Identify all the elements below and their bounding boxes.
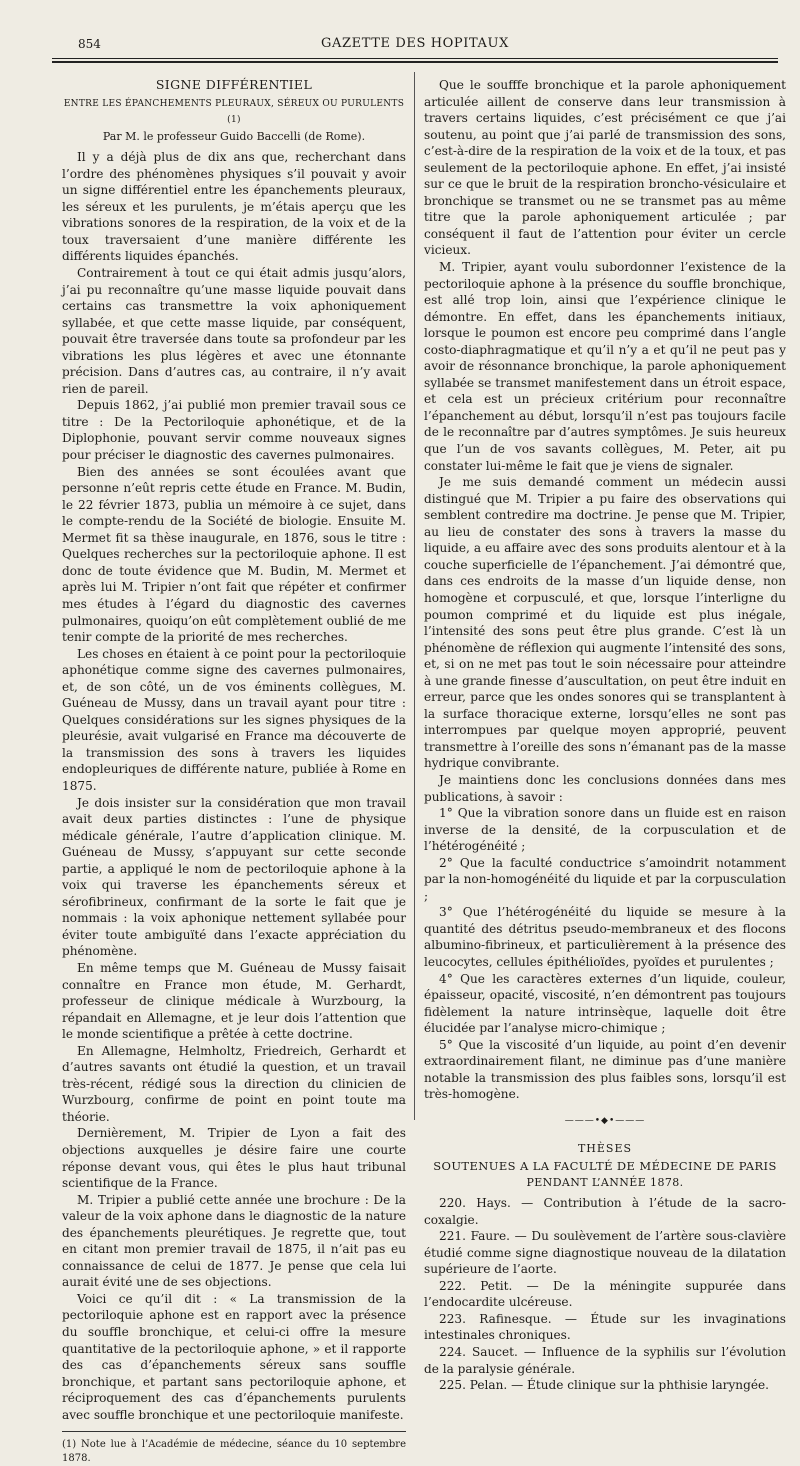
paragraph: 4° Que les caractères externes d’un liquide, couleur, épaisseur, opacité, viscosité, n’en démontrent pas toujours fidèlement la nature intrinsèque, laquelle doit être élucidée par l’analyse micro-chimique ; — [424, 971, 786, 1036]
footnote-rule — [62, 1431, 406, 1432]
paragraph: 3° Que l’hétérogénéité du liquide se mesure à la quantité des détritus pseudo-membraneux et des flocons albumino-fibrineux, et particulièrement à la présence des leucocytes, cellules épithélioïdes, pyoïdes et purulentes ; — [424, 905, 786, 969]
footnote: (1) Note lue à l’Académie de médecine, séance du 10 septembre 1878. — [62, 1439, 406, 1465]
thesis-item: 220. Hays. — Contribution à l’étude de la sacro-coxalgie. — [424, 1196, 786, 1227]
paragraph: M. Tripier a publié cette année une brochure : De la valeur de la voix aphone dans le diagnostic de la nature des épanchements pleurétiques. Je regrette que, tout en citant mon premier travail de 1875, il n’ait pas eu connaissance de celui de 1877. Je pense que cela lui aurait évité une de ses objections. — [62, 1192, 406, 1290]
paragraph: Je me suis demandé comment un médecin aussi distingué que M. Tripier a pu faire des observations qui semblent contredire ma doctrine. Je pense que M. Tripier, au lieu de constater des sons à travers la masse du liquide, a eu affaire avec des sons produits alentour et à la couche superficielle de l’épanchement. J’ai démontré que, dans ces endroits de la masse d’un liquide dense, non homogène et corpusculé, et que, lorsque l’interligne du poumon comprimé et du liquide est plus inégale, l’intensité des sons peut être plus grande. C’est là un phénomène de réflexion qui augmente l’intensité des sons, et, si on ne met pas tout le soin nécessaire pour atteindre à une grande finesse d’auscultation, on peut être induit en erreur, parce que les ondes sonores qui se transplantent à la surface thoracique externe, lorsqu’elles ne sont pas interrompues par quelque moyen approprié, peuvent transmettre à l’oreille des sons n’émanant pas de la masse hydrique convibrante. — [424, 475, 786, 771]
journal-title: GAZETTE DES HOPITAUX — [321, 36, 509, 51]
paragraph: Bien des années se sont écoulées avant que personne n’eût repris cette étude en France. M. Budin, le 22 février 1873, publia un mémoire à ce sujet, dans le compte-rendu de la Société de biologie. Ensuite M. Mermet fit sa thèse inaugurale, en 1876, sous le titre : Quelques recherches sur la pectoriloquie aphone. Il est donc de toute évidence que M. Budin, M. Mermet et après lui M. Tripier n’ont fait que répéter et confirmer mes études à l’égard du diagnostic des cavernes pulmonaires, quoiqu’on eût complètement oublié de me tenir compte de la priorité de mes recherches. — [62, 464, 406, 645]
paragraph: Contrairement à tout ce qui était admis jusqu’alors, j’ai pu reconnaître qu’une masse liquide pouvait dans certains cas transmettre la voix aphoniquement syllabée, et que cette masse liquide, par conséquent, pouvait être traversée dans toute sa profondeur par les vibrations les plus légères et avec une étonnante précision. Dans d’autres cas, au contraire, il n’y avait rien de pareil. — [62, 266, 406, 396]
paragraph: Je maintiens donc les conclusions données dans mes publications, à savoir : — [424, 772, 786, 804]
left-column — [62, 77, 406, 1466]
paragraph: 5° Que la viscosité d’un liquide, au point d’en devenir extraordinairement filant, ne diminue pas d’une manière notable la transmission des plus faibles sons, lorsqu’il est très-homogène. — [424, 1037, 786, 1102]
right-column — [424, 77, 786, 1394]
paragraph: 1° Que la vibration sonore dans un fluide est en raison inverse de la densité, de la corpusculation et de l’hétérogénéité ; — [424, 806, 786, 854]
paragraph: Les choses en étaient à ce point pour la pectoriloquie aphonétique comme signe des cavernes pulmonaires, et, de son côté, un de vos éminents collègues, M. Guéneau de Mussy, dans un travail ayant pour titre : Quelques considérations sur les signes physiques de la pleurésie, avait vulgarisé en France ma découverte de la transmission des sons à travers les liquides endopleuriques de différente nature, publiée à Rome en 1875. — [62, 646, 406, 793]
thesis-item: 224. Saucet. — Influence de la syphilis sur l’évolution de la paralysie générale. — [424, 1345, 786, 1376]
thesis-item: 223. Rafinesque. — Étude sur les invaginations intestinales chroniques. — [424, 1311, 786, 1343]
theses-subheading: SOUTENUES A LA FACULTÉ DE MÉDECINE DE PARIS — [433, 1159, 777, 1173]
column-divider — [414, 72, 415, 1120]
section-ornament: ———•◆•——— — [564, 1115, 646, 1126]
page-header — [52, 30, 778, 64]
paragraph: Que le soufffe bronchique et la parole aphoniquement articulée aillent de conserve dans leur transmission à travers certains liquides, c’est précisément ce que j’ai soutenu, au point que j’ai parlé de transmission des sons, c’est-à-dire de la respiration de la voix et de la toux, et pas seulement de la pectoriloquie aphone. En effet, j’ai insisté sur ce que le bruit de la respiration broncho-vésiculaire et bronchique se transmet ou ne se transmet pas au même titre que la parole aphoniquement articulée ; par conséquent il faut de l’attention pour éviter un cercle vicieux. — [424, 78, 786, 258]
header-rule-thick — [52, 61, 778, 63]
thesis-item: 222. Petit. — De la méningite suppurée dans l’endocardite ulcéreuse. — [424, 1278, 786, 1310]
paragraph: Depuis 1862, j’ai publié mon premier travail sous ce titre : De la Pectoriloquie aphonétique, et de la Diplophonie, pouvant servir comme nouveaux signes pour préciser le diagnostic des cavernes pulmonaires. — [62, 398, 406, 463]
paragraph: 2° Que la faculté conductrice s’amoindrit notamment par la non-homogénéité du liquide et par la corpusculation ; — [424, 855, 786, 903]
paragraph: En Allemagne, Helmholtz, Friedreich, Gerhardt et d’autres savants ont étudié la question, et un travail très-récent, rédigé sous la direction du clinicien de Wurzbourg, confirme de point en point toute ma théorie. — [62, 1043, 406, 1124]
paragraph: Je dois insister sur la considération que mon travail avait deux parties distinctes : l’une de physique médicale générale, l’autre d’application clinique. M. Guéneau de Mussy, s’appuyant sur cette seconde partie, a appliqué le nom de pectoriloquie aphone à la voix qui traverse les épanchements séreux et sérofibrineux, confirmant de la sorte le fait que je nommais : la voix aphonique nettement syllabée pour éviter toute ambiguïté dans l’exacte appréciation du phénomène. — [62, 795, 406, 959]
theses-heading: THÈSES — [577, 1142, 633, 1156]
thesis-item: 225. Pelan. — Étude clinique sur la phthisie laryngée. — [439, 1378, 769, 1393]
header-rule — [52, 58, 778, 59]
paragraph: Voici ce qu’il dit : « La transmission de la pectoriloquie aphone est en rapport avec la présence du souffle bronchique, et celui-ci offre la mesure quantitative de la pectoriloquie aphone, » et il rapporte des cas d’épanchements séreux sans souffle bronchique, et partant sans pectoriloquie aphone, et réciproquement des cas d’épanchements purulents avec souffle bronchique et une pectoriloquie manifeste. — [62, 1291, 406, 1422]
paragraph: En même temps que M. Guéneau de Mussy faisait connaître en France mon étude, M. Gerhardt, professeur de clinique médicale à Wurzbourg, la répandait en Allemagne, et je leur dois l’attention que le monde scientifique a prêtée à cette doctrine. — [62, 960, 406, 1042]
page-number: 854 — [78, 37, 101, 51]
article-author: Par M. le professeur Guido Baccelli (de Rome). — [102, 129, 366, 143]
paragraph: M. Tripier, ayant voulu subordonner l’existence de la pectoriloquie aphone à la présence du souffle bronchique, est allé trop loin, ainsi que l’expérience clinique le démontre. En effet, dans les épanchements initiaux, lorsque le poumon est encore peu comprimé dans l’angle costo-diaphragmatique et qu’il n’y a et qu’il ne peut pas y avoir de résonnance bronchique, la parole aphoniquement syllabée se transmet manifestement dans un étroit espace, et cela est un précieux critérium pour reconnaître l’épanchement au début, lorsqu’il n’est pas toujours facile de le reconnaître par d’autres symptômes. Je suis heureux que l’un de vos savants collègues, M. Peter, ait pu constater lui-même le fait que je viens de signaler. — [424, 260, 786, 473]
paragraph: Il y a déjà plus de dix ans que, recherchant dans l’ordre des phénomènes physiques s’il pouvait y avoir un signe différentiel entre les épanchements pleuraux, les séreux et les purulents, je m’étais aperçu que les vibrations sonores de la respiration, de la voix et de la toux traversaient d’une manière différente les différents liquides épanchés. — [62, 150, 406, 264]
article-title: SIGNE DIFFÉRENTIEL — [155, 77, 313, 92]
article-subtitle: ENTRE LES ÉPANCHEMENTS PLEURAUX, SÉREUX OU PURULENTS (1) — [63, 98, 405, 126]
paragraph: Dernièrement, M. Tripier de Lyon a fait des objections auxquelles je désire faire une courte réponse devant vous, qui êtes le plus haut tribunal scientifique de la France. — [62, 1126, 406, 1191]
theses-year: PENDANT L’ANNÉE 1878. — [526, 1175, 684, 1189]
thesis-item: 221. Faure. — Du soulèvement de l’artère sous-clavière étudié comme signe diagnostique nouveau de la dilatation supérieure de l’aorte. — [424, 1229, 786, 1277]
